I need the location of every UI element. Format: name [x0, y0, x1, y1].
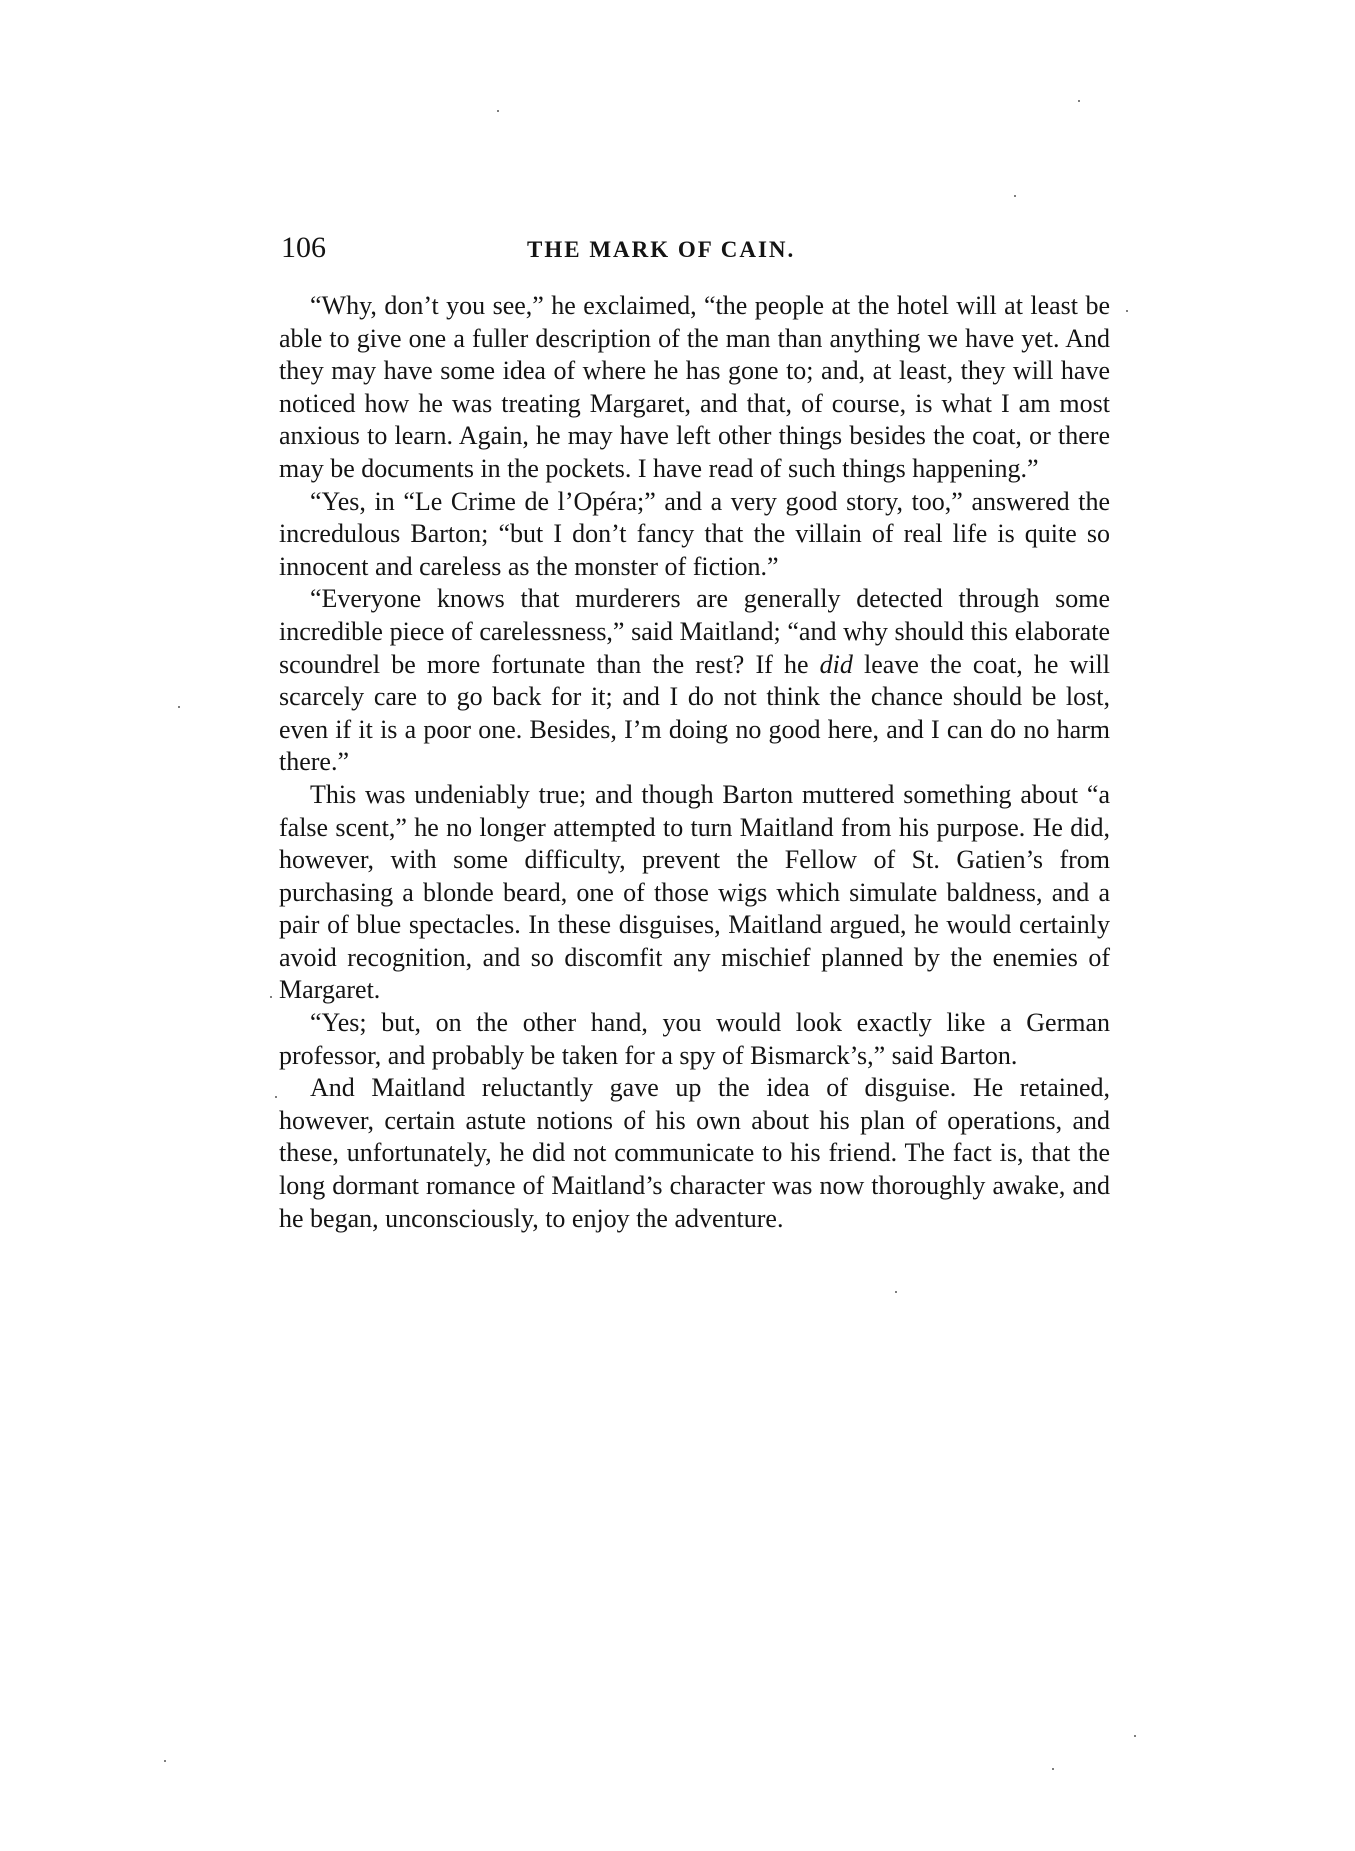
- scan-speck: [497, 110, 499, 112]
- paragraph-3: [279, 583, 1110, 779]
- running-title: THE MARK OF CAIN.: [527, 237, 796, 262]
- scan-speck: [895, 1291, 897, 1293]
- paragraph-text: And Maitland reluctantly gave up the idea of disguise. He retained, however, certain astute notions of his own about his plan of operations, and these, unfortunately, he did not communicate to his friend. The fact is, that the long dormant romance of Maitland’s character was now thoroughly awake, and he began, unconsciously, to enjoy the adventure.: [279, 1073, 1110, 1233]
- italic-emphasis: did: [819, 649, 853, 679]
- page-number: 106: [281, 231, 326, 264]
- paragraph-text: “Yes; but, on the other hand, you would look exactly like a German professor, and probably be taken for a spy of Bismarck’s,” said Barton.: [279, 1008, 1110, 1070]
- scan-speck: [164, 1760, 166, 1762]
- paragraph-1: [279, 290, 1110, 486]
- paragraph-text: “Everyone knows that murderers are generally detected through some incredible piece of carelessness,” said Maitland; “and why should this elaborate scoundrel be more fortunate than the rest? If he: [279, 584, 1110, 679]
- scan-speck: [1126, 310, 1128, 312]
- scan-speck: [1134, 1735, 1136, 1737]
- paragraph-text: This was undeniably true; and though Barton muttered something about “a false scent,” he no longer attempted to turn Maitland from his purpose. He did, however, with some difficulty, prevent the Fellow of St. Gatien’s from purchasing a blonde beard, one of those wigs which simulate baldness, and a pair of blue spectacles. In these disguises, Maitland argued, he would certainly avoid recognition, and so discomfit any mischief planned by the enemies of Margaret.: [279, 779, 1110, 1005]
- scan-speck: [1014, 195, 1016, 197]
- scan-speck: [275, 1096, 277, 1098]
- body-text: [279, 290, 1110, 1235]
- scan-speck: [1078, 100, 1080, 102]
- paragraph-text: “Why, don’t you see,” he exclaimed, “the people at the hotel will at least be able to give one a fuller description of the man than anything we have yet. And they may have some idea of where he has gone to; and, at least, they will have noticed how he was treating Margaret, and that, of course, is what I am most anxious to learn. Again, he may have left other things besides the coat, or there may be documents in the pockets. I have read of such things happening.”: [279, 291, 1110, 483]
- scan-speck: [178, 706, 180, 708]
- paragraph-4: [279, 779, 1110, 1007]
- paragraph-2: [279, 486, 1110, 584]
- paragraph-text: “Yes, in “Le Crime de l’Opéra;” and a very good story, too,” answered the incredulous Barton; “but I don’t fancy that the villain of real life is quite so innocent and careless as the monster of fiction.”: [279, 486, 1110, 581]
- scan-speck: [1052, 1768, 1054, 1770]
- running-head: [281, 228, 1110, 268]
- paragraph-5: [279, 1007, 1110, 1072]
- paragraph-text-continued: leave the coat, he will scarcely care to go back for it; and I do not think the chance should be lost, even if it is a poor one. Besides, I’m doing no good here, and I can do no harm there.”: [279, 649, 1110, 777]
- paragraph-6: [279, 1072, 1110, 1235]
- scan-speck: [270, 996, 272, 998]
